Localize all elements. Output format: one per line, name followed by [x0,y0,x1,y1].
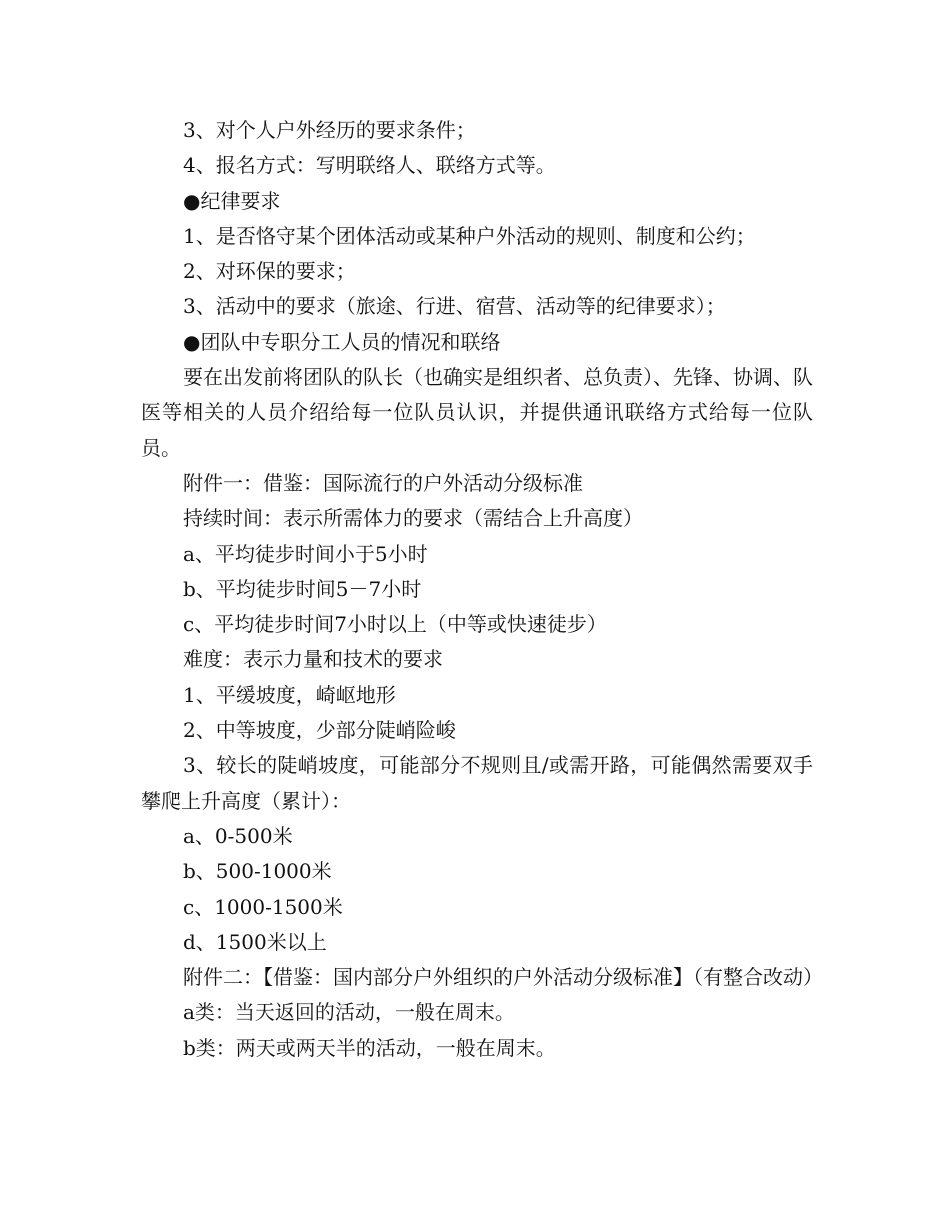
list-item-category-a: a类：当天返回的活动，一般在周末。 [183,1000,515,1025]
paragraph-activity-requirements: 3、活动中的要求（旅途、行进、宿营、活动等的纪律要求）； [183,294,726,319]
heading-appendix-one: 附件一：借鉴：国际流行的户外活动分级标准 [183,470,583,495]
paragraph-registration-method: 4、报名方式：写明联络人、联络方式等。 [183,153,556,178]
list-item-elevation-a: a、0-500米 [183,823,293,848]
paragraph-difficulty-definition: 难度：表示力量和技术的要求 [183,647,443,672]
list-item-duration-b: b、平均徒步时间5－7小时 [183,576,422,601]
list-item-difficulty-3: 3、较长的陡峭坡度，可能部分不规则且/或需开路，可能偶然需要双手攀爬上升高度（累计）： [141,753,813,813]
paragraph-personal-experience-requirement: 3、对个人户外经历的要求条件； [183,118,476,142]
paragraph-duration-definition: 持续时间：表示所需体力的要求（需结合上升高度） [183,506,643,531]
paragraph-team-introduction: 要在出发前将团队的队长（也确实是组织者、总负责）、先锋、协调、队医等相关的人员介绍给每一位队员认识，并提供通讯联络方式给每一位队员。 [141,365,813,460]
heading-discipline-requirements: ●纪律要求 [183,188,281,213]
list-item-elevation-c: c、1000-1500米 [183,894,343,919]
paragraph-environmental-requirements: 2、对环保的要求； [183,259,356,284]
document-body [141,113,823,1066]
list-item-difficulty-1: 1、平缓坡度，崎岖地形 [183,682,396,707]
list-item-difficulty-2: 2、中等坡度，少部分陡峭险峻 [183,718,456,743]
heading-appendix-two: 附件二：【借鉴：国内部分户外组织的户外活动分级标准】（有整合改动） [183,965,823,990]
list-item-duration-c: c、平均徒步时间7小时以上（中等或快速徒步） [183,612,607,637]
list-item-elevation-d: d、1500米以上 [183,929,327,954]
paragraph-follow-rules: 1、是否恪守某个团体活动或某种户外活动的规则、制度和公约； [183,223,756,248]
heading-team-roles-contact: ●团队中专职分工人员的情况和联络 [183,329,501,354]
list-item-category-b: b类：两天或两天半的活动，一般在周末。 [183,1035,556,1060]
list-item-elevation-b: b、500-1000米 [183,859,332,884]
list-item-duration-a: a、平均徒步时间小于5小时 [183,541,428,566]
